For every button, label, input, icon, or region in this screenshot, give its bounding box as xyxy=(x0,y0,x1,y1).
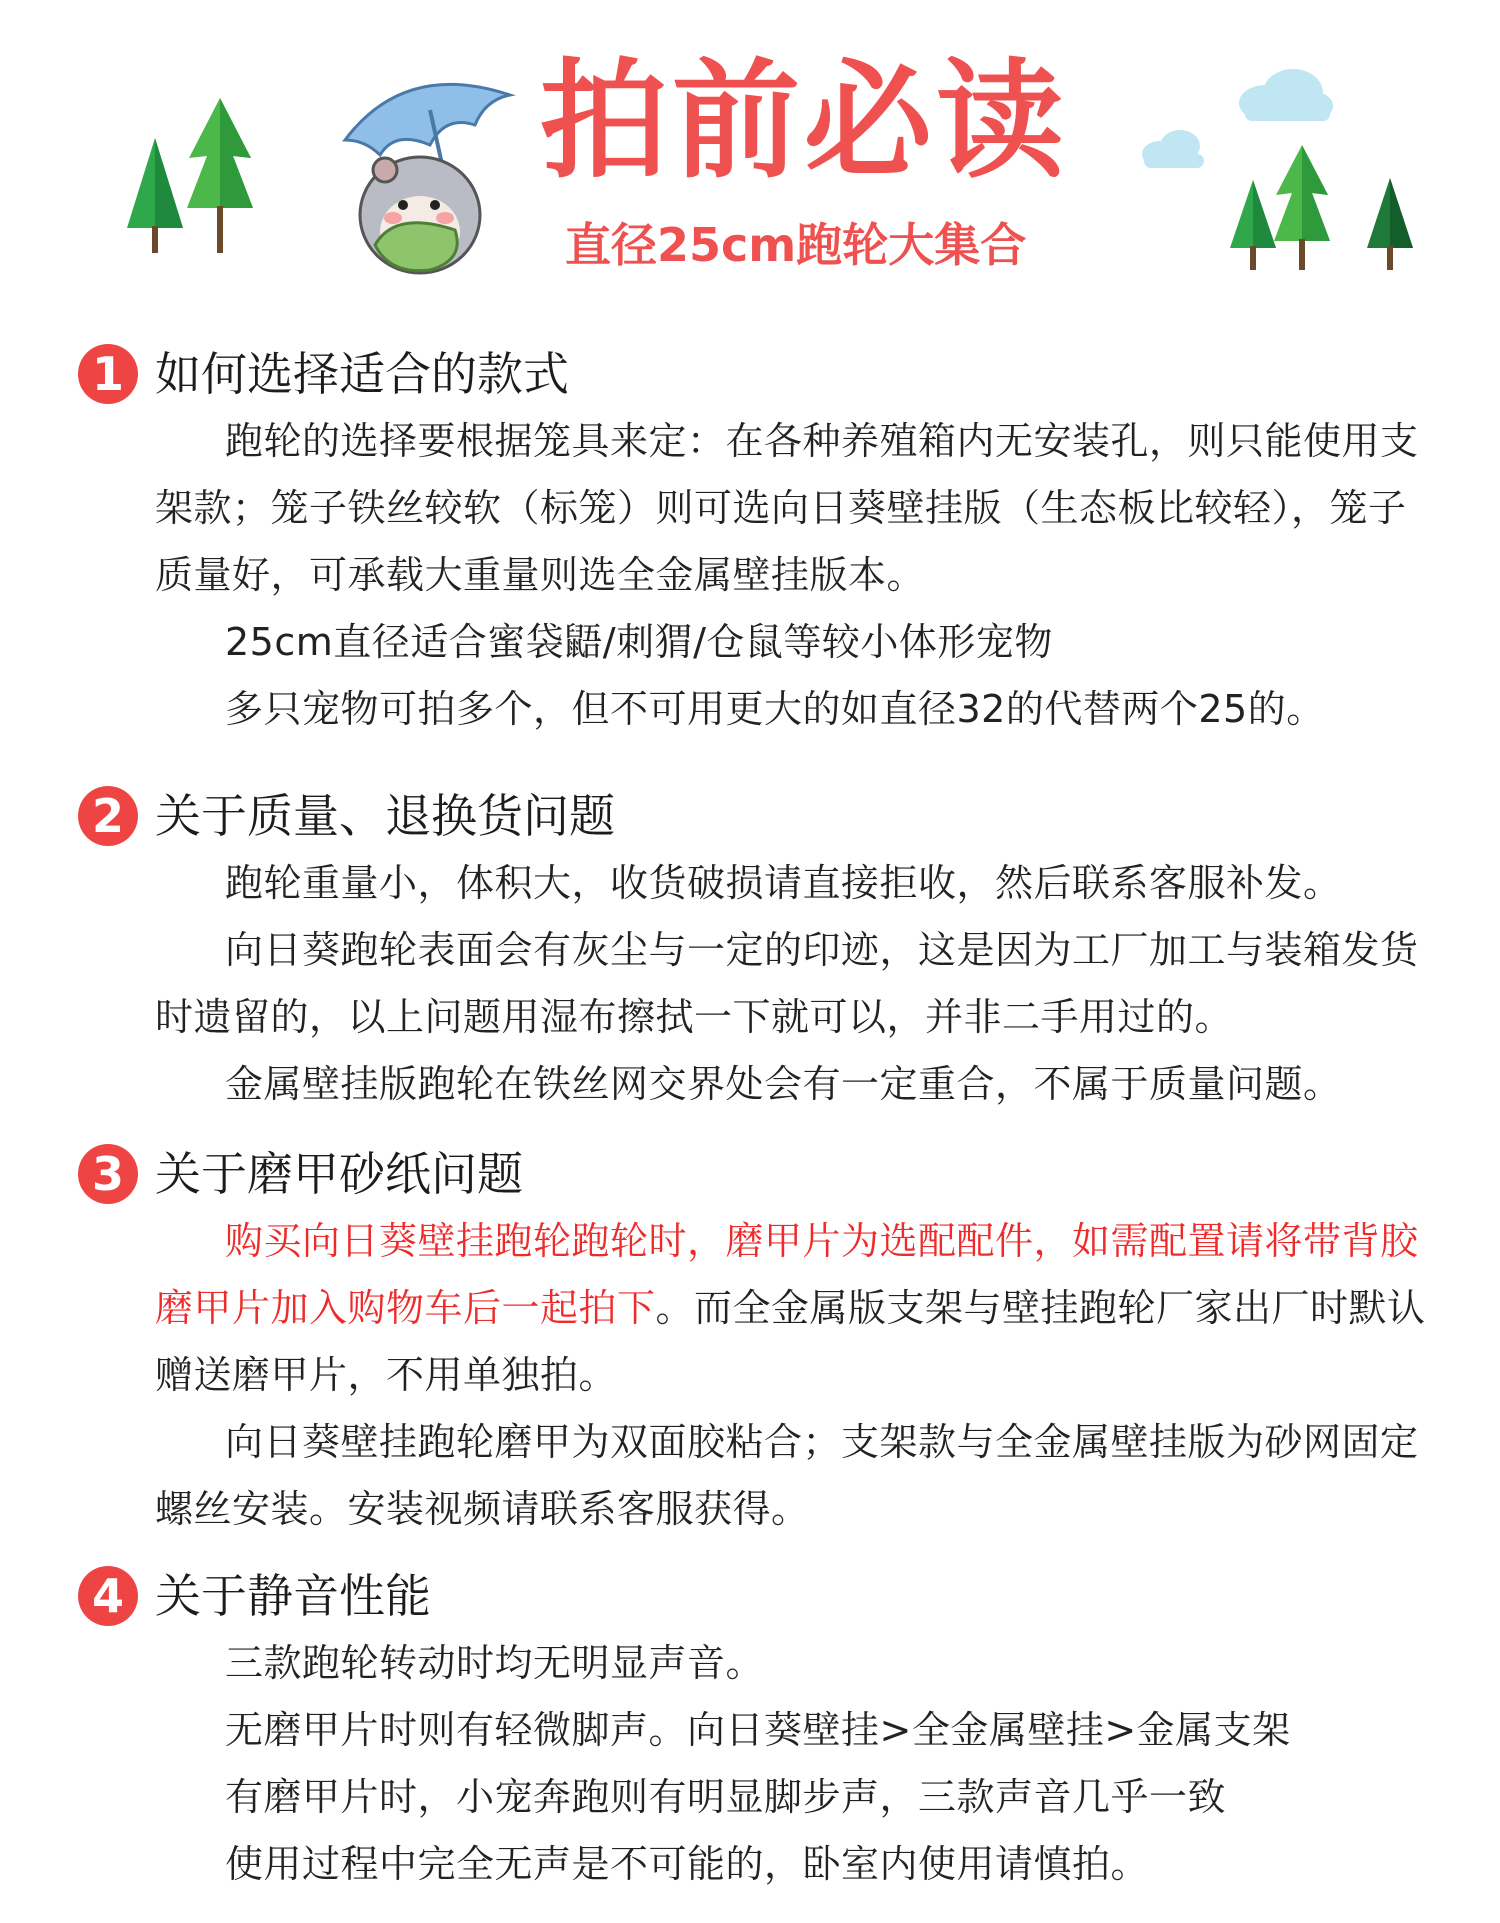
page-subtitle: 直径25cm跑轮大集合 xyxy=(565,218,1027,272)
paragraph: 无磨甲片时则有轻微脚声。向日葵壁挂>全金属壁挂>金属支架 xyxy=(225,1708,1291,1752)
paragraph: 跑轮重量小，体积大，收货破损请直接拒收，然后联系客服补发。 xyxy=(225,861,1342,905)
paragraph: 有磨甲片时，小宠奔跑则有明显脚步声，三款声音几乎一致 xyxy=(225,1775,1227,1819)
section-choose-style xyxy=(0,338,1500,743)
paragraph: 25cm直径适合蜜袋鼯/刺猬/仓鼠等较小体形宠物 xyxy=(225,620,1053,664)
paragraph-text: 。而全金属版支架与壁挂跑轮厂家出厂时默认赠送磨甲片，不用单独拍。 xyxy=(155,1286,1426,1397)
tree-icon xyxy=(185,98,255,253)
page-title: 拍前必读 xyxy=(540,47,1069,196)
tree-icon xyxy=(1365,178,1415,270)
paragraph xyxy=(155,1208,1440,1409)
number-badge: 4 xyxy=(78,1566,138,1626)
cloud-icon xyxy=(1235,68,1335,123)
number-badge: 2 xyxy=(78,786,138,846)
paragraph: 金属壁挂版跑轮在铁丝网交界处会有一定重合，不属于质量问题。 xyxy=(225,1062,1342,1106)
number-badge: 1 xyxy=(78,344,138,404)
paragraph: 向日葵跑轮表面会有灰尘与一定的印迹，这是因为工厂加工与装箱发货时遗留的，以上问题用湿布擦拭一下就可以，并非二手用过的。 xyxy=(155,928,1419,1039)
section-title: 关于静音性能 xyxy=(155,1569,431,1623)
section-title: 关于质量、退换货问题 xyxy=(155,789,615,843)
cloud-icon xyxy=(1138,128,1208,170)
section-title: 如何选择适合的款式 xyxy=(155,347,569,401)
tree-icon xyxy=(1228,180,1278,270)
section-quality-returns xyxy=(0,780,1500,1118)
paragraph: 三款跑轮转动时均无明显声音。 xyxy=(225,1641,765,1685)
section-heading xyxy=(0,1560,1500,1630)
highlight-text: 购买向日葵壁挂跑轮跑轮时，磨甲片为选配配件，如需配置请将带背胶磨甲片加入购物车后一起拍下 xyxy=(155,1219,1419,1330)
section-title: 关于磨甲砂纸问题 xyxy=(155,1147,523,1201)
section-heading xyxy=(0,1138,1500,1208)
tree-icon xyxy=(125,138,185,253)
tree-icon xyxy=(1272,145,1332,270)
paragraph: 多只宠物可拍多个，但不可用更大的如直径32的代替两个25的。 xyxy=(225,687,1325,731)
paragraph: 向日葵壁挂跑轮磨甲为双面胶粘合；支架款与全金属壁挂版为砂网固定螺丝安装。安装视频请联系客服获得。 xyxy=(155,1420,1419,1531)
paragraph: 跑轮的选择要根据笼具来定：在各种养殖箱内无安装孔，则只能使用支架款；笼子铁丝较软（标笼）则可选向日葵壁挂版（生态板比较轻），笼子质量好，可承载大重量则选全金属壁挂版本。 xyxy=(155,419,1419,597)
section-heading xyxy=(0,338,1500,408)
section-heading xyxy=(0,780,1500,850)
paragraph: 使用过程中完全无声是不可能的，卧室内使用请慎拍。 xyxy=(225,1842,1150,1886)
section-sandpaper xyxy=(0,1138,1500,1543)
hamster-umbrella-icon xyxy=(335,70,525,280)
header-banner xyxy=(0,0,1500,300)
section-noise xyxy=(0,1560,1500,1898)
number-badge: 3 xyxy=(78,1144,138,1204)
